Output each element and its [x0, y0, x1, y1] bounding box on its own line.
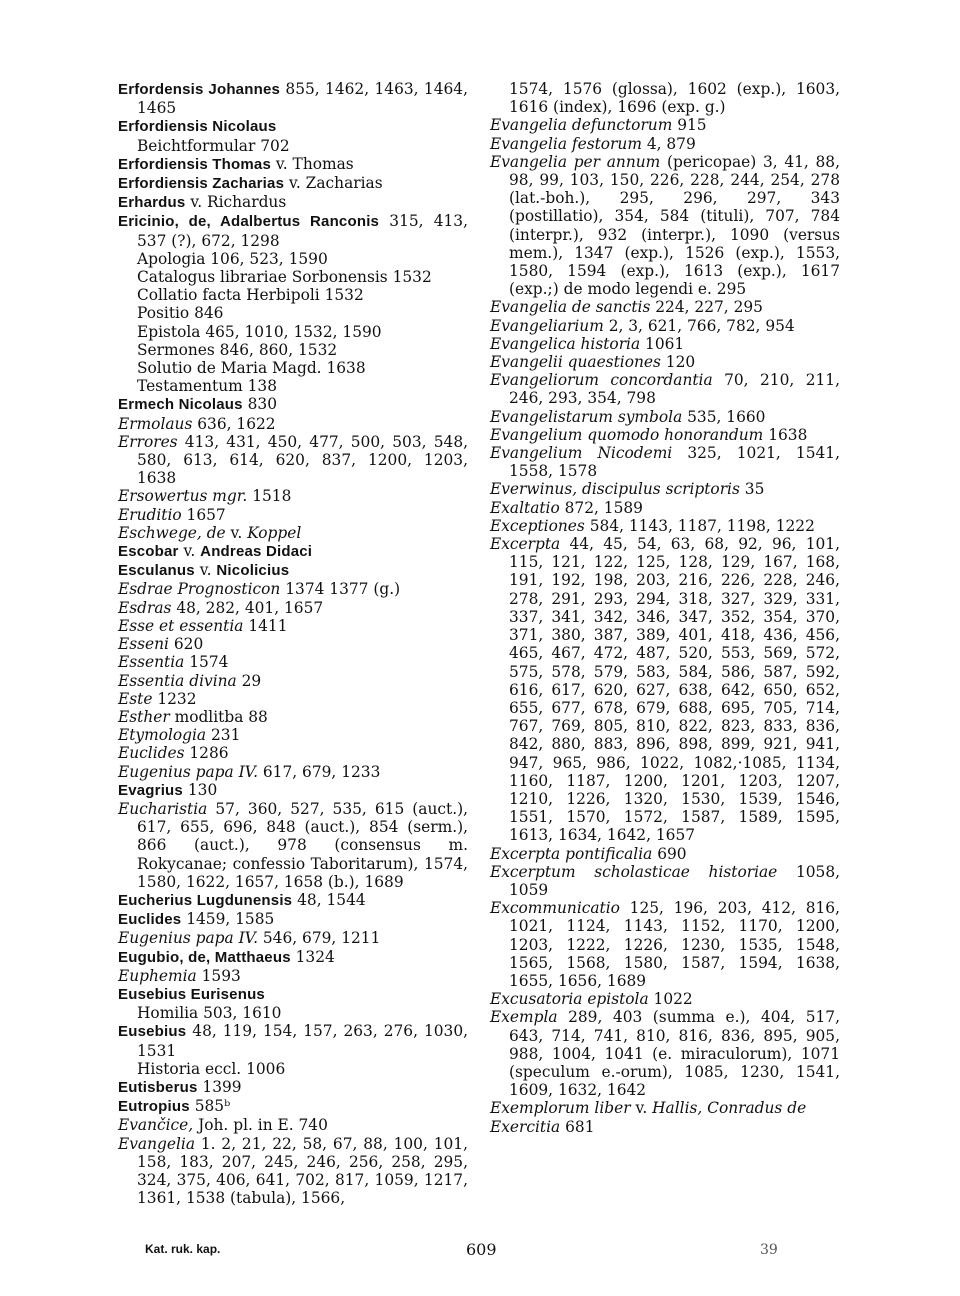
entry-crossref: Nicolicius	[216, 562, 290, 580]
entry-references: Sermones 846, 860, 1532	[137, 340, 338, 359]
index-subentry	[118, 268, 468, 286]
index-entry	[118, 653, 468, 671]
index-entry	[490, 480, 840, 498]
entry-heading: Eugenius papa IV.	[118, 929, 258, 948]
entry-references: 915	[672, 116, 707, 135]
index-subentry	[118, 341, 468, 359]
index-entry	[490, 863, 840, 899]
entry-heading: Este	[118, 689, 153, 708]
index-subentry	[118, 304, 468, 322]
index-subentry	[118, 323, 468, 341]
entry-references: 44, 45, 54, 63, 68, 92, 96, 101, 115, 121, 122, 125, 128, 129, 167, 168, 191, 192, 198, 203, 216, 226, 228, 246, 278, 291, 293, 294, 318, 327, 329, 331, 337, 341, 342, 346, 347, 352, 354, 370, 371, 380, 387, 389, 401, 418, 436, 456, 465, 467, 472, 487, 520, 553, 569, 572, 575, 578, 579, 583, 584, 586, 587, 592, 616, 617, 620, 627, 638, 642, 650, 652, 655, 677, 678, 679, 688, 695, 705, 714, 767, 769, 805, 810, 822, 823, 833, 836, 842, 880, 883, 896, 898, 899, 921, 941, 947, 965, 986, 1022, 1082,·1085, 1134, 1160, 1187, 1200, 1201, 1203, 1207, 1210, 1226, 1320, 1530, 1539, 1546, 1551, 1570, 1572, 1587, 1589, 1595, 1613, 1634, 1642, 1657	[509, 535, 840, 845]
index-entry	[490, 990, 840, 1008]
index-entry	[118, 800, 468, 891]
footer-catalog-abbrev: Kat. ruk. kap.	[145, 1242, 221, 1256]
entry-references: 690	[652, 844, 687, 863]
index-entry	[118, 117, 468, 136]
entry-heading: Esdras	[118, 598, 172, 617]
entry-references: 1286	[184, 744, 229, 763]
entry-heading: Evangelii quaestiones	[490, 353, 661, 372]
entry-references: v. Zacharias	[284, 174, 383, 193]
entry-references: 830	[242, 395, 277, 414]
index-subentry	[118, 1004, 468, 1022]
entry-references: 1374 1377 (g.)	[280, 580, 401, 599]
entry-heading: Essentia	[118, 653, 185, 672]
entry-references: 1638	[763, 425, 808, 444]
index-entry	[118, 80, 468, 117]
entry-references: Catalogus librariae Sorbonensis 1532	[137, 268, 432, 287]
entry-crossref: Koppel	[247, 523, 302, 542]
index-entry	[118, 744, 468, 762]
index-entry	[490, 535, 840, 844]
entry-references: 224, 227, 295	[650, 298, 763, 317]
entry-heading: Evangelia festorum	[490, 134, 642, 153]
entry-heading: Eschwege, de	[118, 523, 226, 542]
index-entry	[118, 580, 468, 598]
index-entry	[118, 726, 468, 744]
index-entry	[490, 899, 840, 990]
entry-heading: Esseni	[118, 635, 169, 654]
entry-references: 872, 1589	[559, 498, 643, 517]
entry-heading: Eruditio	[118, 505, 182, 524]
index-subentry	[118, 286, 468, 304]
entry-references: 617, 679, 1233	[258, 762, 381, 781]
index-entry	[118, 1078, 468, 1097]
entry-heading: Exceptiones	[490, 516, 585, 535]
page-number: 609	[466, 1240, 497, 1259]
entry-heading: Evangelica historia	[490, 334, 641, 353]
index-entry	[490, 499, 840, 517]
index-entry	[118, 506, 468, 524]
index-entry	[118, 617, 468, 635]
entry-references: Joh. pl. in E. 740	[193, 1116, 328, 1135]
entry-heading: Everwinus, discipulus scriptoris	[490, 480, 740, 499]
entry-references: Positio 846	[137, 304, 224, 323]
entry-heading: Evangelistarum symbola	[490, 407, 683, 426]
entry-heading: Evangelia defunctorum	[490, 116, 673, 135]
entry-heading: Erfordensis Johannes	[118, 81, 281, 98]
entry-references: 120	[660, 353, 696, 372]
entry-references: 1411	[243, 616, 288, 635]
index-entry	[118, 1135, 468, 1208]
entry-references: 57, 360, 527, 535, 615 (auct.), 617, 655, 696, 848 (auct.), 854 (serm.), 866 (auct.), 978 (consensus m. Rokycanae; confessio Taboritarum), 1574, 1580, 1622, 1657, 1658 (b.), 1689	[137, 799, 468, 891]
entry-heading: Erfordiensis Thomas	[118, 155, 272, 173]
entry-references: 1593	[196, 966, 241, 985]
index-entry	[118, 672, 468, 690]
entry-references: v. Richardus	[185, 193, 287, 212]
index-entry	[118, 415, 468, 433]
entry-heading: Erfordiensis Nicolaus	[118, 118, 277, 136]
index-entry	[118, 985, 468, 1004]
entry-references: 315, 413, 537 (?), 672, 1298	[137, 212, 468, 250]
index-entry	[118, 1097, 468, 1116]
entry-heading: Esculanus	[118, 562, 195, 580]
entry-heading: Euclides	[118, 744, 185, 763]
index-entry	[118, 910, 468, 929]
entry-references: 125, 196, 203, 412, 816, 1021, 1124, 1143, 1152, 1170, 1200, 1203, 1222, 1226, 1230, 1535, 1548, 1565, 1568, 1580, 1587, 1594, 1638, 1655, 1656, 1689	[509, 899, 840, 990]
entry-references: 48, 1544	[292, 890, 366, 909]
entry-references: v.	[630, 1099, 653, 1118]
entry-references: 325, 1021, 1541, 1558, 1578	[509, 444, 840, 481]
entry-references: Collatio facta Herbipoli 1532	[137, 286, 364, 305]
index-entry	[118, 395, 468, 414]
entry-references: v.	[178, 542, 201, 561]
index-entry	[118, 561, 468, 580]
entry-references: 289, 403 (summa e.), 404, 517, 643, 714, 741, 810, 816, 836, 895, 905, 988, 1004, 1041 (e. miraculorum), 1071 (speculum e.-orum), 1085, 1230, 1541, 1609, 1632, 1642	[509, 1008, 840, 1100]
index-entry	[490, 371, 840, 407]
entry-heading: Escobar	[118, 543, 179, 561]
entry-heading: Evagrius	[118, 781, 183, 799]
signature-mark: 39	[760, 1242, 778, 1258]
entry-references: 1399	[197, 1077, 242, 1096]
entry-references: 636, 1622	[192, 414, 276, 433]
entry-references: 1022	[648, 990, 693, 1009]
entry-heading: Euclides	[118, 911, 182, 929]
entry-heading: Eusebius Eurisenus	[118, 985, 265, 1003]
entry-references: 1. 2, 21, 22, 58, 67, 88, 100, 101, 158, 183, 207, 245, 246, 256, 258, 295, 324, 375, 406, 641, 702, 817, 1059, 1217, 1361, 1538 (tabula), 1566,	[137, 1134, 468, 1208]
entry-heading: Etymologia	[118, 726, 207, 745]
index-entry	[118, 690, 468, 708]
index-entry	[490, 353, 840, 371]
entry-heading: Evangeliorum concordantia	[490, 371, 713, 390]
entry-heading: Exercitia	[490, 1117, 561, 1136]
index-entry	[490, 426, 840, 444]
entry-heading: Excerpta pontificalia	[490, 844, 653, 863]
entry-references: 1657	[181, 505, 226, 524]
entry-references: v. Thomas	[271, 154, 354, 173]
entry-crossref: Andreas Didaci	[200, 543, 313, 561]
entry-references: 1518	[247, 487, 292, 506]
entry-references: 2, 3, 621, 766, 782, 954	[603, 316, 795, 335]
entry-crossref: Hallis, Conradus de	[652, 1099, 807, 1118]
entry-references: 1574	[184, 653, 229, 672]
index-entry	[490, 1008, 840, 1099]
index-entry	[490, 517, 840, 535]
entry-references: 681	[560, 1117, 595, 1136]
entry-heading: Esdrae Prognosticon	[118, 580, 281, 599]
index-entry	[118, 155, 468, 174]
entry-heading: Excerpta	[490, 535, 561, 554]
index-entry	[490, 845, 840, 863]
index-subentry	[118, 250, 468, 268]
entry-references: 1574, 1576 (glossa), 1602 (exp.), 1603, 1616 (index), 1696 (exp. g.)	[509, 80, 840, 117]
entry-references: Testamentum 138	[137, 377, 278, 396]
entry-references: 855, 1462, 1463, 1464, 1465	[137, 80, 468, 118]
index-subentry	[118, 137, 468, 155]
entry-references: 35	[739, 480, 765, 499]
entry-heading: Excommunicatio	[490, 899, 620, 918]
entry-references: v.	[225, 523, 248, 542]
entry-references: 48, 119, 154, 157, 263, 276, 1030, 1531	[137, 1022, 468, 1060]
entry-references: 1459, 1585	[181, 910, 275, 929]
entry-heading: Evančice,	[118, 1116, 194, 1135]
index-entry	[118, 1116, 468, 1134]
entry-heading: Ersowertus mgr.	[118, 487, 248, 506]
entry-heading: Ermech Nicolaus	[118, 396, 243, 414]
entry-heading: Excerptum scholasticae historiae	[490, 862, 778, 881]
entry-heading: Evangelia de sanctis	[490, 298, 651, 317]
entry-references: 70, 210, 211, 246, 293, 354, 798	[509, 371, 840, 408]
left-column	[118, 80, 468, 1207]
entry-references: 585ᵇ	[189, 1097, 231, 1116]
index-subentry	[118, 359, 468, 377]
entry-heading: Exaltatio	[490, 498, 560, 517]
entry-references: 29	[236, 671, 262, 690]
index-entry	[118, 967, 468, 985]
index-entry	[118, 929, 468, 947]
index-entry	[490, 1099, 840, 1117]
entry-references: 231	[206, 726, 241, 745]
index-entry	[118, 891, 468, 910]
index-subentry	[118, 377, 468, 395]
entry-heading: Essentia divina	[118, 671, 237, 690]
index-entry	[118, 174, 468, 193]
entry-heading: Evangelium quomodo honorandum	[490, 425, 764, 444]
index-entry	[490, 298, 840, 316]
entry-references: 546, 679, 1211	[258, 929, 381, 948]
entry-heading: Erfordiensis Zacharias	[118, 175, 285, 193]
entry-heading: Eucharistia	[118, 799, 208, 818]
entry-heading: Ermolaus	[118, 414, 193, 433]
entry-heading: Euphemia	[118, 966, 197, 985]
index-entry	[118, 433, 468, 488]
index-entry	[118, 635, 468, 653]
entry-references: 413, 431, 450, 477, 500, 503, 548, 580, 613, 614, 620, 837, 1200, 1203, 1638	[137, 432, 468, 488]
entry-references: 1324	[290, 947, 335, 966]
index-entry	[118, 212, 468, 249]
entry-heading: Eutropius	[118, 1098, 190, 1116]
entry-heading: Exemplorum liber	[490, 1099, 631, 1118]
entry-heading: Eugubio, de, Matthaeus	[118, 948, 291, 966]
entry-heading: Esther	[118, 707, 170, 726]
index-entry	[118, 1022, 468, 1059]
entry-references: Epistola 465, 1010, 1532, 1590	[137, 322, 382, 341]
entry-heading: Eutisberus	[118, 1078, 198, 1096]
entry-references: 620	[168, 635, 204, 654]
index-entry	[490, 444, 840, 480]
index-entry	[490, 408, 840, 426]
index-entry	[118, 193, 468, 212]
entry-references: v.	[194, 561, 217, 580]
entry-heading: Excusatoria epistola	[490, 990, 649, 1009]
entry-heading: Evangelia	[118, 1134, 195, 1153]
entry-heading: Errores	[118, 432, 178, 451]
entry-heading: Evangeliarium	[490, 316, 604, 335]
entry-heading: Eusebius	[118, 1023, 187, 1041]
index-entry	[118, 524, 468, 542]
entry-references: 535, 1660	[682, 407, 766, 426]
index-entry	[118, 599, 468, 617]
index-entry	[118, 542, 468, 561]
entry-heading: Ericinio, de, Adalbertus Ranconis	[118, 213, 380, 231]
index-entry	[118, 763, 468, 781]
entry-references: Solutio de Maria Magd. 1638	[137, 359, 366, 378]
entry-references: Apologia 106, 523, 1590	[137, 249, 328, 268]
entry-heading: Exempla	[490, 1008, 558, 1027]
entry-references: 1232	[152, 689, 197, 708]
entry-heading: Erhardus	[118, 194, 186, 212]
index-entry	[118, 708, 468, 726]
entry-references: Historia eccl. 1006	[137, 1059, 286, 1078]
entry-references: Homilia 503, 1610	[137, 1004, 282, 1023]
entry-references: 584, 1143, 1187, 1198, 1222	[584, 516, 815, 535]
index-entry	[118, 781, 468, 800]
entry-references: Beichtformular 702	[137, 136, 290, 155]
entry-references: 1058, 1059	[509, 862, 841, 899]
entry-heading: Esse et essentia	[118, 616, 244, 635]
index-entry	[118, 487, 468, 505]
entry-references: modlitba 88	[169, 707, 268, 726]
index-entry	[490, 116, 840, 134]
right-column	[490, 80, 840, 1136]
entry-heading: Evangelium Nicodemi	[490, 444, 673, 463]
entry-heading: Eugenius papa IV.	[118, 762, 258, 781]
entry-references: 1061	[640, 334, 685, 353]
index-entry	[490, 80, 840, 116]
index-entry	[490, 335, 840, 353]
entry-references: 48, 282, 401, 1657	[171, 598, 324, 617]
index-entry	[118, 948, 468, 967]
entry-heading: Eucherius Lugdunensis	[118, 891, 293, 909]
index-subentry	[118, 1060, 468, 1078]
index-entry	[490, 317, 840, 335]
index-entry	[490, 153, 840, 299]
entry-references: (pericopae) 3, 41, 88, 98, 99, 103, 150, 226, 228, 244, 254, 278 (lat.-boh.), 295, 296, 297, 343 (postillatio), 354, 584 (tituli), 707, 784 (interpr.), 932 (interpr.), 1090 (versus mem.), 1347 (exp.), 1526 (exp.), 1553, 1580, 1594 (exp.), 1613 (exp.), 1617 (exp.;) de modo legendi e. 295	[509, 152, 840, 299]
entry-references: 130	[182, 780, 218, 799]
entry-references: 4, 879	[641, 134, 696, 153]
page-footer	[0, 1240, 960, 1264]
index-entry	[490, 1118, 840, 1136]
entry-heading: Evangelia per annum	[490, 152, 661, 171]
index-entry	[490, 135, 840, 153]
